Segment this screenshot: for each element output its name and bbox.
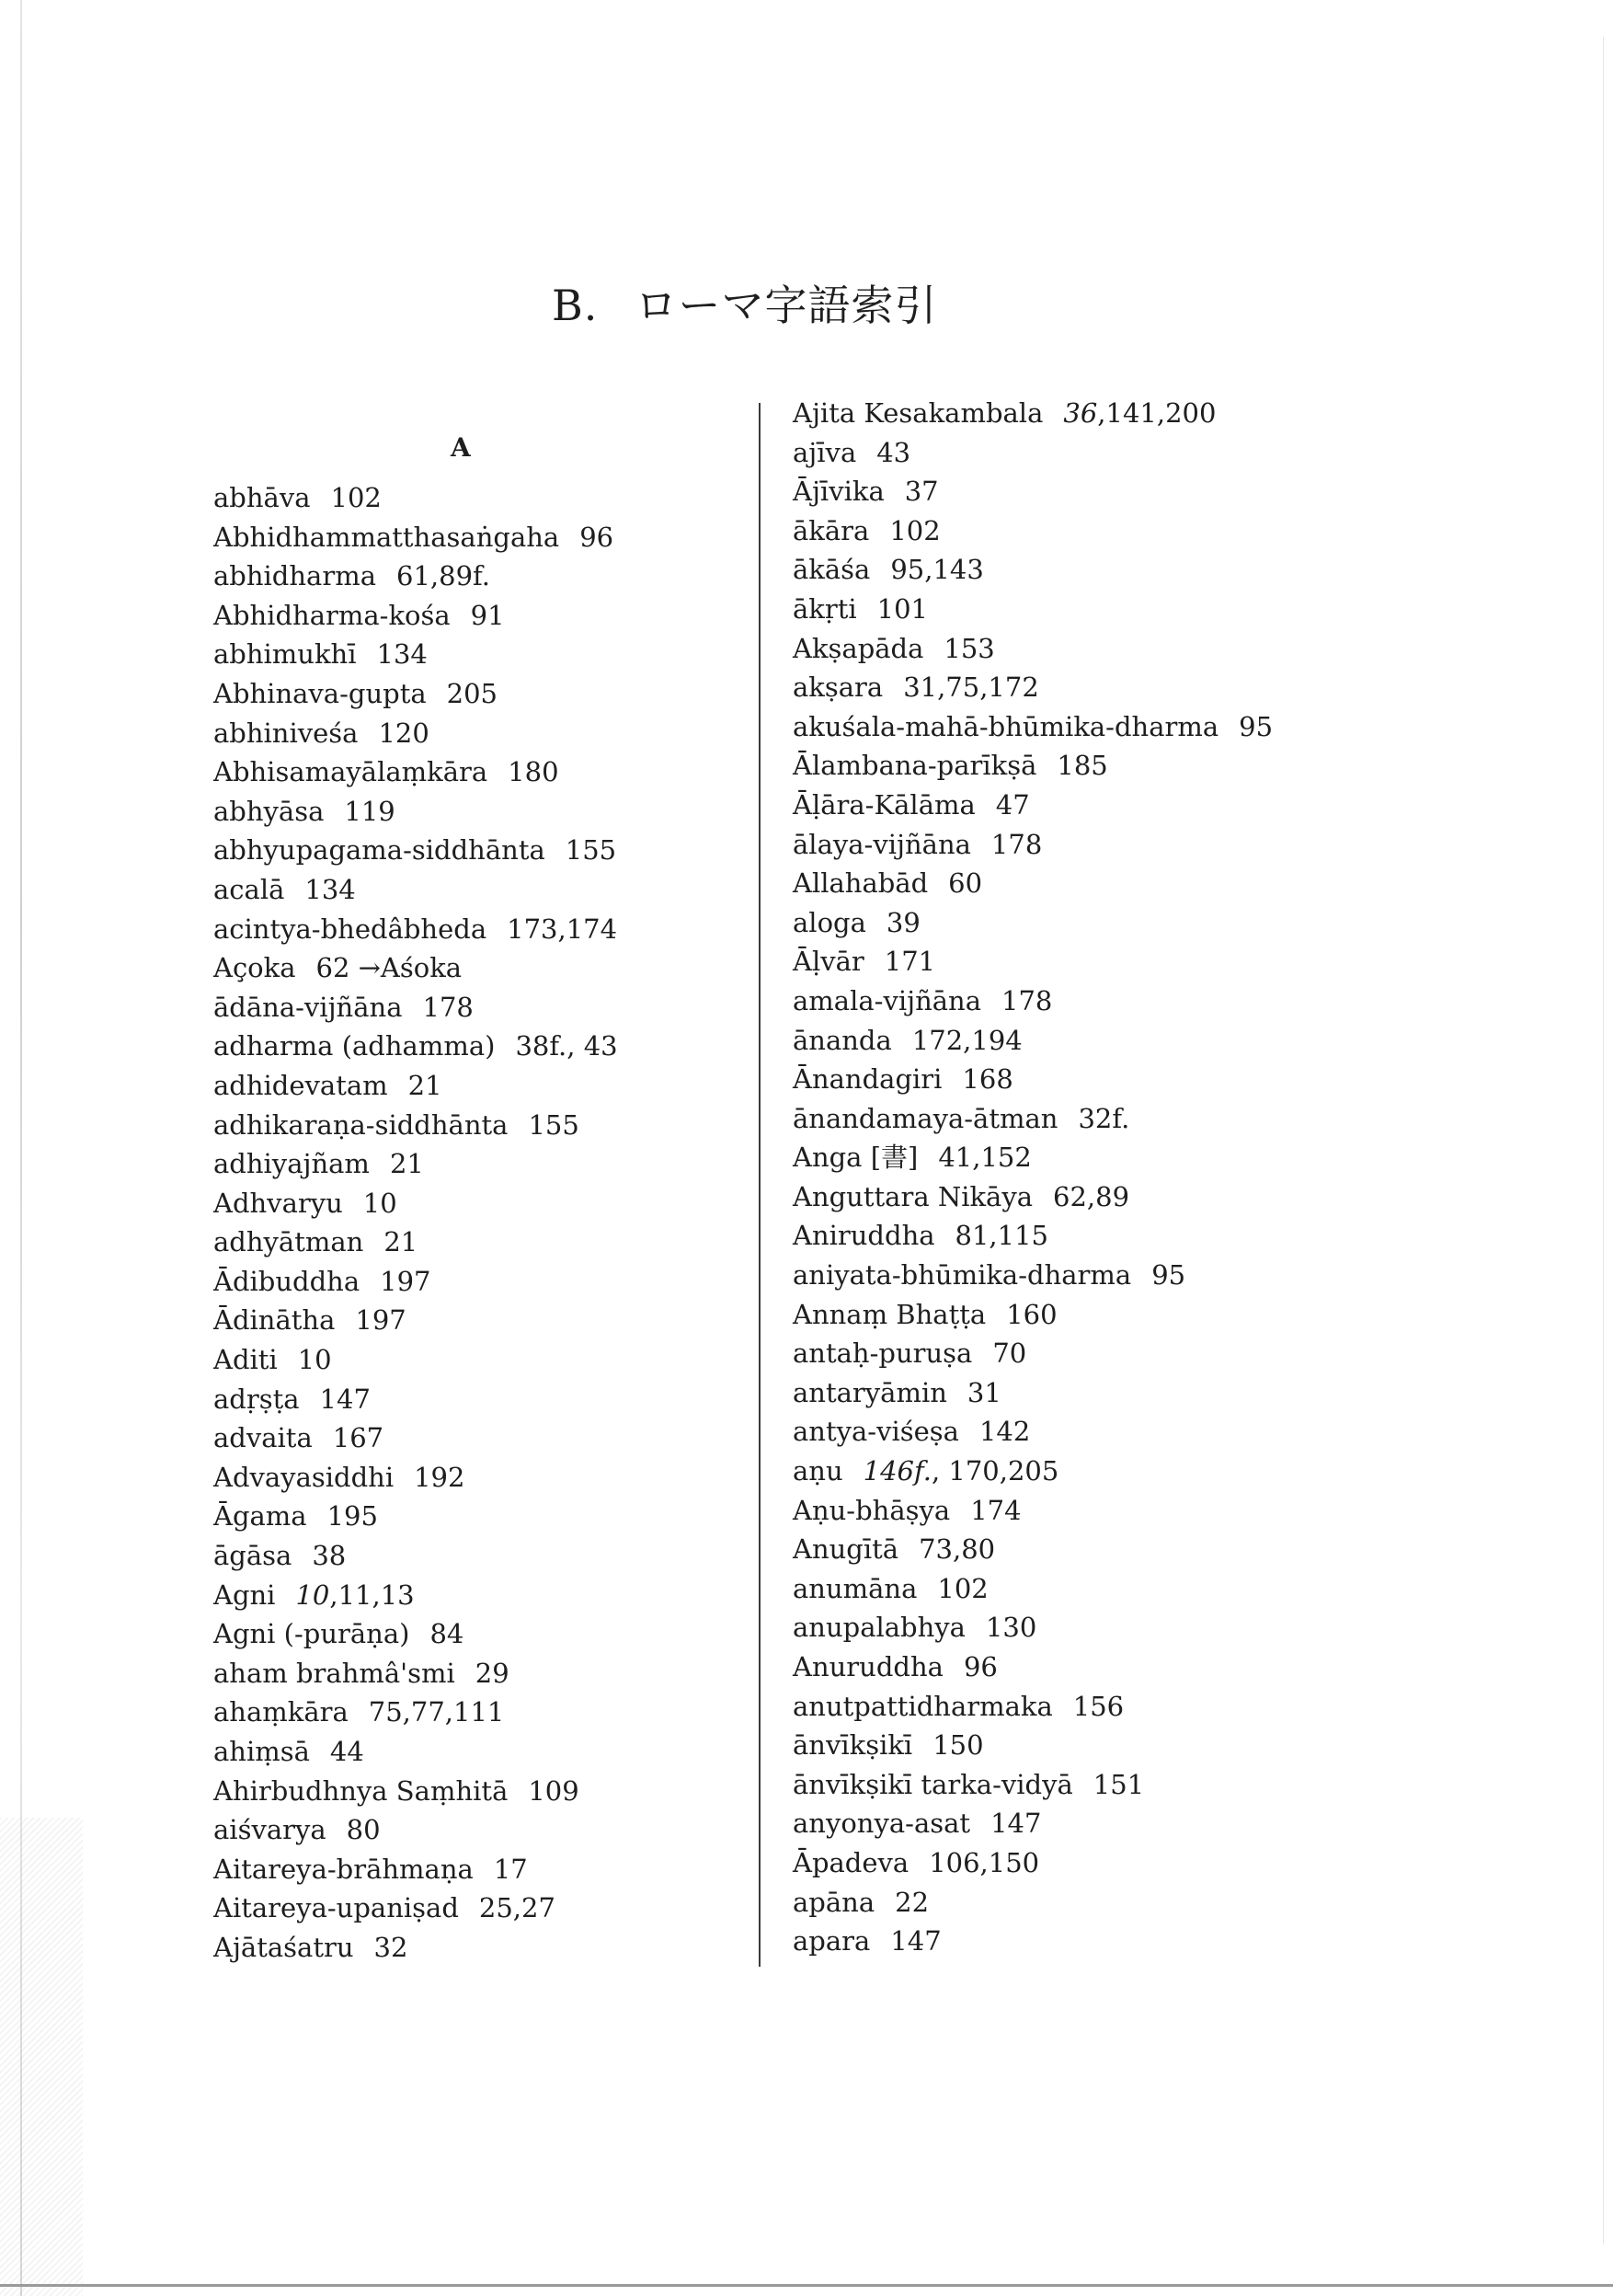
index-term: adhiyajñam xyxy=(213,1148,370,1180)
index-entry xyxy=(793,1922,1273,1961)
index-pages: 61,89f. xyxy=(396,560,490,592)
index-entry xyxy=(793,1216,1273,1256)
index-pages: 70 xyxy=(992,1337,1027,1370)
index-term: ākṛti xyxy=(793,592,857,625)
index-term: aniyata-bhūmika-dharma xyxy=(793,1259,1132,1292)
index-pages-main: 36 xyxy=(1063,397,1098,429)
index-term: abhyupagama-siddhānta xyxy=(213,834,545,867)
index-term: Ādibuddha xyxy=(213,1265,360,1297)
index-pages: 180 xyxy=(508,756,559,788)
index-term: antaḥ-puruṣa xyxy=(793,1337,973,1370)
index-term: abhāva xyxy=(213,482,311,513)
index-entry xyxy=(793,1177,1273,1217)
index-term: Advayasiddhi xyxy=(213,1461,395,1493)
index-term: Anguttara Nikāya xyxy=(793,1180,1034,1212)
index-entry xyxy=(213,910,618,949)
index-pages: 10 xyxy=(362,1187,397,1219)
index-pages: 195 xyxy=(326,1500,378,1533)
index-entry xyxy=(213,1850,618,1889)
page-title xyxy=(552,272,1030,339)
index-pages: 10 xyxy=(297,1344,332,1376)
column-divider xyxy=(759,403,761,1967)
index-pages: 205 xyxy=(446,677,498,709)
index-pages: 102 xyxy=(937,1572,989,1604)
index-pages: 142 xyxy=(978,1416,1031,1448)
index-entry xyxy=(213,1497,618,1536)
index-pages: 21 xyxy=(383,1226,418,1258)
index-entry xyxy=(793,746,1273,786)
index-entry xyxy=(213,518,618,557)
index-entry xyxy=(793,1060,1273,1099)
index-pages: 147 xyxy=(990,1808,1042,1840)
index-term: Āḷāra-Kālāma xyxy=(793,788,976,821)
index-entry xyxy=(793,786,1273,825)
index-term: aham brahmâ'smi xyxy=(213,1657,455,1689)
index-term: adharma (adhamma) xyxy=(213,1030,496,1062)
index-pages: 29 xyxy=(475,1657,509,1689)
index-term: ajīva xyxy=(793,436,857,468)
index-pages: 101 xyxy=(876,592,929,625)
index-term: Agni (-purāṇa) xyxy=(213,1618,410,1650)
index-entry xyxy=(213,596,618,636)
index-term: abhiniveśa xyxy=(213,717,359,749)
index-entry xyxy=(793,1138,1273,1177)
index-term: aloga xyxy=(793,906,866,938)
index-pages: 60 xyxy=(948,867,983,900)
index-pages: 41,152 xyxy=(938,1142,1032,1174)
index-pages: 62 →Aśoka xyxy=(315,952,463,984)
index-pages: 39 xyxy=(886,906,921,938)
index-entry xyxy=(213,1888,618,1928)
index-entry xyxy=(213,1810,618,1850)
index-pages: 160 xyxy=(1006,1298,1058,1330)
index-entry xyxy=(793,942,1273,982)
index-entry xyxy=(793,511,1273,551)
index-pages: 153 xyxy=(944,632,995,664)
index-pages: 31 xyxy=(967,1376,1001,1408)
index-entry xyxy=(213,1536,618,1576)
index-term: Ānandagiri xyxy=(793,1063,943,1096)
index-entry xyxy=(213,1144,618,1184)
index-entry xyxy=(793,1295,1273,1335)
index-term: antaryāmin xyxy=(793,1376,947,1408)
index-term: acalā xyxy=(213,873,285,905)
index-pages: 91 xyxy=(470,599,505,631)
index-entry xyxy=(793,1765,1273,1805)
index-pages: 147 xyxy=(890,1925,942,1957)
index-entry xyxy=(213,1184,618,1223)
index-pages: 95 xyxy=(1239,710,1274,742)
index-entry xyxy=(793,864,1273,903)
index-term: Anuruddha xyxy=(793,1651,944,1682)
index-entry xyxy=(793,1412,1273,1452)
index-entry xyxy=(213,714,618,753)
index-pages: 134 xyxy=(376,638,428,671)
right-column xyxy=(793,394,1273,1961)
index-entry xyxy=(793,1843,1273,1883)
index-entry xyxy=(213,1458,618,1498)
index-term: Āgama xyxy=(213,1500,307,1533)
index-pages: 102 xyxy=(330,482,382,513)
index-entry xyxy=(793,903,1273,943)
index-term: Akṣapāda xyxy=(793,632,924,664)
index-pages: 156 xyxy=(1072,1690,1125,1722)
index-pages: 109 xyxy=(528,1774,579,1807)
index-pages: 197 xyxy=(355,1304,406,1337)
index-entry xyxy=(213,1614,618,1654)
index-term: Aditi xyxy=(213,1344,278,1376)
title-text: ローマ字語索引 xyxy=(635,281,938,330)
index-pages-main: 146f. xyxy=(863,1455,932,1487)
index-pages: 43 xyxy=(876,436,911,468)
scan-shade xyxy=(0,1818,83,2296)
index-pages: 185 xyxy=(1057,750,1108,782)
index-term: acintya-bhedâbheda xyxy=(213,913,487,945)
index-entry xyxy=(213,1418,618,1458)
index-pages: 47 xyxy=(995,788,1030,821)
index-entry xyxy=(213,1732,618,1772)
index-pages: 21 xyxy=(407,1069,442,1101)
index-pages: 73,80 xyxy=(919,1533,996,1566)
index-term: Aitareya-upaniṣad xyxy=(213,1892,459,1924)
index-entry xyxy=(793,1647,1273,1687)
index-pages: 84 xyxy=(429,1618,464,1650)
index-entry xyxy=(793,629,1273,669)
index-entry xyxy=(213,792,618,832)
index-entry xyxy=(213,1772,618,1811)
index-entry xyxy=(213,1106,618,1145)
index-pages: 134 xyxy=(304,873,356,905)
index-term: Ajita Kesakambala xyxy=(793,397,1044,429)
index-term: Anugītā xyxy=(793,1533,899,1566)
index-term: Allahabād xyxy=(793,867,929,900)
index-term: aṇu xyxy=(793,1455,843,1487)
index-pages: 178 xyxy=(422,991,474,1023)
index-entry xyxy=(793,1452,1273,1491)
index-term: Ādinātha xyxy=(213,1304,336,1337)
index-term: Agni xyxy=(213,1578,276,1611)
index-term: anyonya-asat xyxy=(793,1808,971,1840)
index-pages: 22 xyxy=(895,1886,930,1918)
index-entry xyxy=(213,1027,618,1066)
index-pages-main: 10 xyxy=(295,1578,330,1611)
index-term: āgāsa xyxy=(213,1540,292,1572)
index-term: antya-viśeṣa xyxy=(793,1416,959,1448)
index-pages: 75,77,111 xyxy=(368,1696,505,1728)
index-pages: 119 xyxy=(344,795,395,827)
index-term: amala-vijñāna xyxy=(793,984,982,1016)
left-column xyxy=(213,478,618,1968)
index-pages: 21 xyxy=(389,1148,424,1180)
index-term: Aitareya-brāhmaṇa xyxy=(213,1853,474,1885)
section-letter: A xyxy=(451,432,471,463)
index-pages: 120 xyxy=(378,717,429,749)
index-pages: 150 xyxy=(932,1729,984,1762)
index-pages xyxy=(864,1455,1059,1487)
index-pages: 178 xyxy=(1001,984,1053,1016)
index-pages-rest: , 170,205 xyxy=(931,1455,1059,1487)
index-entry xyxy=(213,1654,618,1693)
index-pages: 95,143 xyxy=(890,554,984,586)
index-entry xyxy=(793,1491,1273,1531)
index-entry xyxy=(793,982,1273,1021)
index-pages: 80 xyxy=(346,1814,381,1846)
index-entry xyxy=(213,831,618,870)
scan-bottom-edge xyxy=(0,2284,1613,2287)
index-pages-rest: ,141,200 xyxy=(1097,397,1217,429)
index-pages: 95 xyxy=(1151,1259,1186,1292)
index-pages: 130 xyxy=(985,1612,1037,1644)
index-term: adhyātman xyxy=(213,1226,364,1258)
index-pages: 167 xyxy=(332,1422,384,1454)
index-term: abhyāsa xyxy=(213,795,325,827)
index-term: Ahirbudhnya Saṃhitā xyxy=(213,1774,509,1807)
index-entry xyxy=(793,1256,1273,1295)
index-term: ānvīkṣikī xyxy=(793,1729,913,1762)
index-term: anupalabhya xyxy=(793,1612,966,1644)
index-entry xyxy=(213,1262,618,1302)
index-term: akuśala-mahā-bhūmika-dharma xyxy=(793,710,1219,742)
index-term: Āḷvār xyxy=(793,946,864,978)
index-term: Ālambana-parīkṣā xyxy=(793,750,1037,782)
index-pages: 173,174 xyxy=(507,913,618,945)
title-letter: B. xyxy=(552,281,599,330)
index-term: Annaṃ Bhaṭṭa xyxy=(793,1298,987,1330)
index-entry xyxy=(213,478,618,518)
index-entry xyxy=(793,707,1273,747)
index-entry xyxy=(793,1687,1273,1727)
index-pages: 172,194 xyxy=(911,1024,1023,1056)
index-entry xyxy=(213,1340,618,1380)
index-term: Ajātaśatru xyxy=(213,1931,354,1963)
index-pages: 192 xyxy=(414,1461,465,1493)
index-pages: 38f., 43 xyxy=(515,1030,618,1062)
index-term: Abhinava-gupta xyxy=(213,677,427,709)
index-entry xyxy=(793,1804,1273,1843)
index-entry xyxy=(793,590,1273,629)
index-pages: 155 xyxy=(565,834,617,867)
index-entry xyxy=(213,948,618,988)
index-pages: 25,27 xyxy=(478,1892,555,1924)
index-entry xyxy=(793,1726,1273,1765)
index-term: adhidevatam xyxy=(213,1069,388,1101)
index-entry xyxy=(793,825,1273,865)
index-entry xyxy=(793,1883,1273,1923)
index-term: abhidharma xyxy=(213,560,376,592)
index-entry xyxy=(213,1928,618,1968)
index-entry xyxy=(793,1099,1273,1139)
index-pages: 106,150 xyxy=(929,1846,1040,1878)
index-entry xyxy=(793,433,1273,473)
index-term: Ājīvika xyxy=(793,476,885,508)
index-pages: 178 xyxy=(990,828,1043,860)
index-pages: 197 xyxy=(380,1265,431,1297)
index-pages: 17 xyxy=(493,1853,528,1885)
index-pages: 38 xyxy=(312,1540,347,1572)
index-entry xyxy=(793,1530,1273,1569)
index-term: adhikaraṇa-siddhānta xyxy=(213,1108,509,1141)
index-pages: 37 xyxy=(904,476,939,508)
index-entry xyxy=(213,1576,618,1615)
index-entry xyxy=(213,1223,618,1262)
index-term: ānanda xyxy=(793,1024,892,1056)
index-term: Abhidhammatthasaṅgaha xyxy=(213,521,560,553)
index-pages: 151 xyxy=(1092,1768,1145,1800)
index-entry xyxy=(213,1066,618,1106)
index-entry xyxy=(793,1373,1273,1413)
index-entry xyxy=(793,1021,1273,1061)
index-entry xyxy=(213,635,618,674)
index-term: Abhisamayālaṃkāra xyxy=(213,756,488,788)
index-entry xyxy=(213,752,618,792)
index-entry xyxy=(213,1301,618,1340)
index-term: ānandamaya-ātman xyxy=(793,1102,1058,1134)
index-term: ādāna-vijñāna xyxy=(213,991,403,1023)
index-term: ālaya-vijñāna xyxy=(793,828,971,860)
index-term: Āpadeva xyxy=(793,1846,909,1878)
index-pages-rest: ,11,13 xyxy=(329,1578,415,1611)
index-pages: 96 xyxy=(963,1651,998,1682)
index-term: advaita xyxy=(213,1422,313,1454)
index-entry xyxy=(213,988,618,1027)
index-entry xyxy=(213,557,618,596)
index-pages: 96 xyxy=(579,521,614,553)
index-pages: 62,89 xyxy=(1053,1180,1130,1212)
index-entry xyxy=(213,674,618,714)
index-term: ākāśa xyxy=(793,554,871,586)
index-term: Adhvaryu xyxy=(213,1187,343,1219)
index-pages: 81,115 xyxy=(955,1220,1049,1252)
index-entry xyxy=(793,1569,1273,1609)
index-entry xyxy=(213,870,618,910)
index-pages: 31,75,172 xyxy=(903,672,1039,704)
index-term: Açoka xyxy=(213,952,296,984)
scan-edge-right xyxy=(1603,37,1604,2244)
index-term: anumāna xyxy=(793,1572,918,1604)
index-term: Aṇu-bhāṣya xyxy=(793,1494,951,1526)
index-term: Abhidharma-kośa xyxy=(213,599,451,631)
index-term: anutpattidharmaka xyxy=(793,1690,1053,1722)
index-term: Anga [書] xyxy=(793,1142,919,1174)
index-entry xyxy=(793,472,1273,511)
index-term: ānvīkṣikī tarka-vidyā xyxy=(793,1768,1073,1800)
index-pages: 32 xyxy=(373,1931,408,1963)
index-pages: 32f. xyxy=(1078,1102,1130,1134)
index-pages xyxy=(1063,397,1216,429)
index-term: Aniruddha xyxy=(793,1220,935,1252)
index-entry xyxy=(213,1380,618,1419)
index-entry xyxy=(793,668,1273,707)
index-entry xyxy=(793,394,1273,433)
index-pages xyxy=(295,1579,414,1611)
index-pages: 155 xyxy=(528,1108,579,1141)
index-term: akṣara xyxy=(793,672,884,704)
index-term: aiśvarya xyxy=(213,1814,326,1846)
index-entry xyxy=(213,1693,618,1732)
index-pages: 147 xyxy=(319,1383,371,1415)
index-term: ākāra xyxy=(793,514,870,546)
index-pages: 171 xyxy=(884,946,936,978)
index-term: adṛṣṭa xyxy=(213,1383,300,1415)
index-term: ahaṃkāra xyxy=(213,1696,349,1728)
index-term: abhimukhī xyxy=(213,638,357,671)
index-entry xyxy=(793,1608,1273,1647)
index-entry xyxy=(793,550,1273,590)
index-pages: 174 xyxy=(970,1494,1022,1526)
index-entry xyxy=(793,1334,1273,1373)
index-term: apāna xyxy=(793,1886,875,1918)
index-pages: 44 xyxy=(329,1736,364,1767)
index-pages: 102 xyxy=(889,514,941,546)
index-term: apara xyxy=(793,1925,871,1957)
index-pages: 168 xyxy=(962,1063,1013,1096)
index-term: ahiṃsā xyxy=(213,1736,310,1767)
